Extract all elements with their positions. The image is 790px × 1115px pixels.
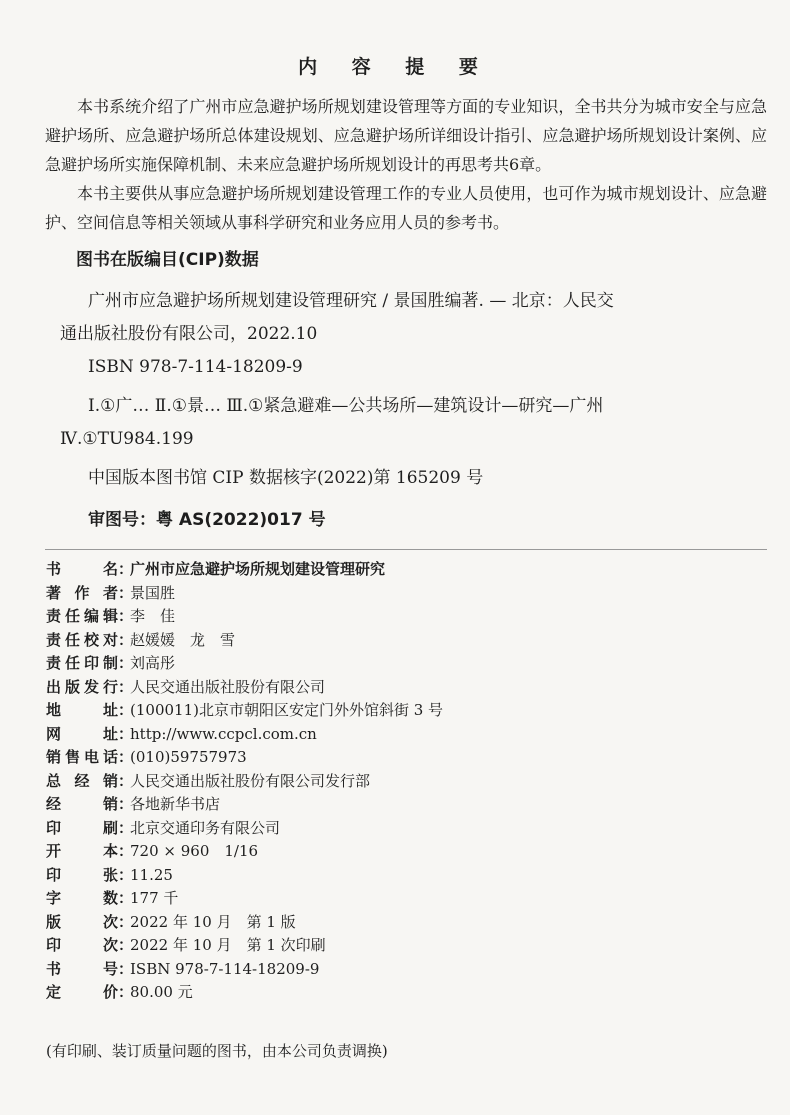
info-label: 总经销 [46, 771, 118, 790]
info-row-proofreader: 责任校对：赵媛媛 龙 雪 [46, 629, 746, 653]
info-row-distributor: 总经销：人民交通出版社股份有限公司发行部 [46, 770, 746, 794]
info-value: 北京交通印务有限公司 [130, 818, 281, 837]
info-label: 销售电话 [46, 748, 118, 766]
info-label: 印刷 [46, 818, 118, 837]
cip-isbn: ISBN 978-7-114-18209-9 [88, 357, 303, 377]
info-label: 书名 [46, 560, 118, 578]
info-row-publisher: 出版发行：人民交通出版社股份有限公司 [46, 676, 746, 700]
cip-library-number: 中国版本图书馆 CIP 数据核字(2022)第 165209 号 [88, 468, 484, 488]
info-label: 责任编辑 [46, 607, 118, 625]
info-value: 刘高彤 [130, 654, 176, 672]
info-row-website: 网址：http://www.ccpcl.com.cn [46, 723, 746, 747]
info-label: 印张 [46, 865, 118, 884]
info-row-edition: 版次：2022 年 10 月 第 1 版 [46, 911, 746, 935]
cip-classification: Ⅰ.①广… Ⅱ.①景… Ⅲ.①紧急避难—公共场所—建筑设计—研究—广州 Ⅳ.①TU984.199 [60, 396, 604, 449]
info-row-printing: 印次：2022 年 10 月 第 1 次印刷 [46, 934, 746, 958]
info-value: 2022 年 10 月 第 1 版 [130, 912, 296, 931]
info-value: 2022 年 10 月 第 1 次印刷 [130, 936, 326, 954]
info-value: 广州市应急避护场所规划建设管理研究 [130, 560, 386, 578]
info-row-format: 开本：720 × 960 1/16 [46, 840, 746, 864]
info-row-word-count: 字数：177 千 [46, 887, 746, 911]
info-label: 版次 [46, 912, 118, 931]
info-row-address: 地址：(100011)北京市朝阳区安定门外外馆斜街 3 号 [46, 699, 746, 723]
info-row-author: 著作者：景国胜 [46, 582, 746, 606]
page-title: 内 容 提 要 [298, 56, 492, 78]
info-label: 书号 [46, 959, 118, 978]
publication-info [46, 558, 746, 1005]
info-label: 开本 [46, 842, 118, 860]
summary-paragraph: 本书主要供从事应急避护场所规划建设管理工作的专业人员使用，也可作为城市规划设计、应急避护、空间信息等相关领域从事科学研究和业务应用人员的参考书。 [45, 184, 767, 232]
info-value: (010)59757973 [130, 748, 247, 766]
cip-block [60, 285, 620, 495]
info-label: 网址 [46, 724, 118, 743]
info-row-title: 书名：广州市应急避护场所规划建设管理研究 [46, 558, 746, 582]
info-value: 各地新华书店 [130, 795, 221, 813]
info-value: 景国胜 [130, 583, 176, 602]
info-row-sheets: 印张：11.25 [46, 864, 746, 888]
info-row-print-manager: 责任印制：刘高彤 [46, 652, 746, 676]
summary-paragraph: 本书系统介绍了广州市应急避护场所规划建设管理等方面的专业知识，全书共分为城市安全与应急避护场所、应急避护场所总体建设规划、应急避护场所详细设计指引、应急避护场所规划设计案例、应急避护场所实施保障机制、未来应急避护场所规划设计的再思考共6章。 [45, 97, 767, 174]
info-value: 720 × 960 1/16 [130, 842, 259, 860]
cip-entry: 广州市应急避护场所规划建设管理研究 / 景国胜编著. — 北京：人民交通出版社股份有限公司，2022.10 [60, 291, 614, 344]
divider [45, 549, 767, 550]
info-label: 著作者 [46, 583, 118, 602]
info-row-printer: 印刷：北京交通印务有限公司 [46, 817, 746, 841]
info-row-retail: 经销：各地新华书店 [46, 793, 746, 817]
info-label: 责任印制 [46, 654, 118, 672]
info-label: 出版发行 [46, 677, 118, 696]
cip-heading: 图书在版编目(CIP)数据 [76, 250, 259, 270]
info-label: 字数 [46, 889, 118, 907]
info-label: 定价 [46, 983, 118, 1001]
content-summary [45, 92, 767, 237]
info-label: 印次 [46, 936, 118, 954]
info-row-isbn: 书号：ISBN 978-7-114-18209-9 [46, 958, 746, 982]
info-value: 11.25 [130, 865, 173, 884]
map-approval-number: 审图号：粤 AS(2022)017 号 [88, 510, 326, 530]
info-label: 责任校对 [46, 630, 118, 649]
info-value: 赵媛媛 龙 雪 [130, 630, 236, 649]
quality-notice: (有印刷、装订质量问题的图书，由本公司负责调换) [46, 1042, 388, 1060]
info-value: ISBN 978-7-114-18209-9 [130, 959, 320, 978]
info-value: (100011)北京市朝阳区安定门外外馆斜街 3 号 [130, 701, 444, 719]
info-value: 177 千 [130, 889, 179, 907]
info-label: 地址 [46, 701, 118, 719]
info-value: 人民交通出版社股份有限公司 [130, 677, 326, 696]
info-row-price: 定价：80.00 元 [46, 981, 746, 1005]
info-value: http://www.ccpcl.com.cn [130, 724, 317, 743]
info-value: 80.00 元 [130, 983, 193, 1001]
info-value: 李 佳 [130, 607, 176, 625]
info-row-editor: 责任编辑：李 佳 [46, 605, 746, 629]
info-row-sales-phone: 销售电话：(010)59757973 [46, 746, 746, 770]
info-label: 经销 [46, 795, 118, 813]
info-value: 人民交通出版社股份有限公司发行部 [130, 771, 371, 790]
